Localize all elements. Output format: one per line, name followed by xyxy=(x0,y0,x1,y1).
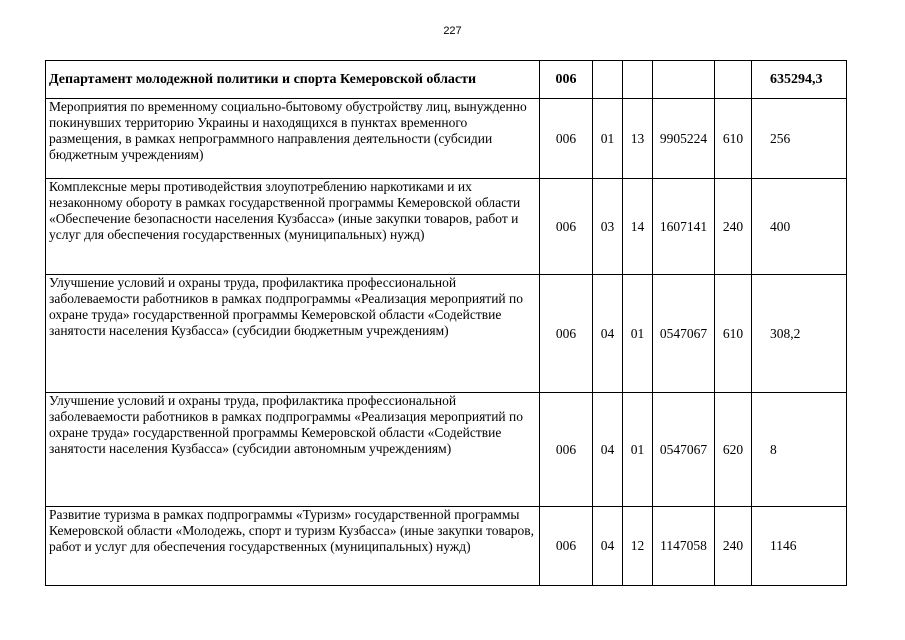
table-row xyxy=(46,99,847,179)
section-cell: 04 xyxy=(593,393,623,507)
target-article-cell xyxy=(653,61,715,99)
amount-cell: 8 xyxy=(752,393,847,507)
target-article-cell: 9905224 xyxy=(653,99,715,179)
expense-type-cell: 610 xyxy=(715,275,752,393)
table-row xyxy=(46,393,847,507)
ministry-code-cell: 006 xyxy=(540,61,593,99)
ministry-code-cell: 006 xyxy=(540,99,593,179)
table-row xyxy=(46,275,847,393)
department-row xyxy=(46,61,847,99)
target-article-cell: 0547067 xyxy=(653,275,715,393)
subsection-cell: 01 xyxy=(623,393,653,507)
amount-cell: 400 xyxy=(752,179,847,275)
subsection-cell: 13 xyxy=(623,99,653,179)
target-article-cell: 0547067 xyxy=(653,393,715,507)
section-cell xyxy=(593,61,623,99)
expense-name-cell: Мероприятия по временному социально-бытовому обустройству лиц, вынужденно покинувших территорию Украины и находящихся в пунктах временного размещения, в рамках непрограммного направления деятельности (субсидии бюджетным учреждениям) xyxy=(46,99,540,179)
expense-name-cell: Улучшение условий и охраны труда, профилактика профессиональной заболеваемости работников в рамках подпрограммы «Реализация мероприятий по охране труда» государственной программы Кемеровской области «Содействие занятости населения Кузбасса» (субсидии бюджетным учреждениям) xyxy=(46,275,540,393)
amount-cell: 308,2 xyxy=(752,275,847,393)
page-number: 227 xyxy=(443,25,462,37)
expense-type-cell: 620 xyxy=(715,393,752,507)
expense-name-cell: Комплексные меры противодействия злоупотреблению наркотиками и их незаконному обороту в рамках государственной программы Кемеровской области «Обеспечение безопасности населения Кузбасса» (иные закупки товаров, работ и услуг для обеспечения государственных (муниципальных) нужд) xyxy=(46,179,540,275)
subsection-cell: 14 xyxy=(623,179,653,275)
subsection-cell xyxy=(623,61,653,99)
subsection-cell: 12 xyxy=(623,507,653,586)
budget-table xyxy=(45,60,847,586)
section-cell: 03 xyxy=(593,179,623,275)
table-row xyxy=(46,179,847,275)
expense-type-cell: 240 xyxy=(715,507,752,586)
target-article-cell: 1147058 xyxy=(653,507,715,586)
amount-cell: 1146 xyxy=(752,507,847,586)
amount-cell: 635294,3 xyxy=(752,61,847,99)
ministry-code-cell: 006 xyxy=(540,275,593,393)
subsection-cell: 01 xyxy=(623,275,653,393)
expense-type-cell: 240 xyxy=(715,179,752,275)
target-article-cell: 1607141 xyxy=(653,179,715,275)
expense-name-cell: Улучшение условий и охраны труда, профилактика профессиональной заболеваемости работников в рамках подпрограммы «Реализация мероприятий по охране труда» государственной программы Кемеровской области «Содействие занятости населения Кузбасса» (субсидии автономным учреждениям) xyxy=(46,393,540,507)
ministry-code-cell: 006 xyxy=(540,507,593,586)
expense-name-cell: Развитие туризма в рамках подпрограммы «Туризм» государственной программы Кемеровской области «Молодежь, спорт и туризм Кузбасса» (иные закупки товаров, работ и услуг для обеспечения государственных (муниципальных) нужд) xyxy=(46,507,540,586)
expense-type-cell xyxy=(715,61,752,99)
section-cell: 04 xyxy=(593,507,623,586)
expense-type-cell: 610 xyxy=(715,99,752,179)
ministry-code-cell: 006 xyxy=(540,393,593,507)
table-row xyxy=(46,507,847,586)
section-cell: 04 xyxy=(593,275,623,393)
amount-cell: 256 xyxy=(752,99,847,179)
department-name: Департамент молодежной политики и спорта Кемеровской области xyxy=(46,61,540,99)
ministry-code-cell: 006 xyxy=(540,179,593,275)
section-cell: 01 xyxy=(593,99,623,179)
